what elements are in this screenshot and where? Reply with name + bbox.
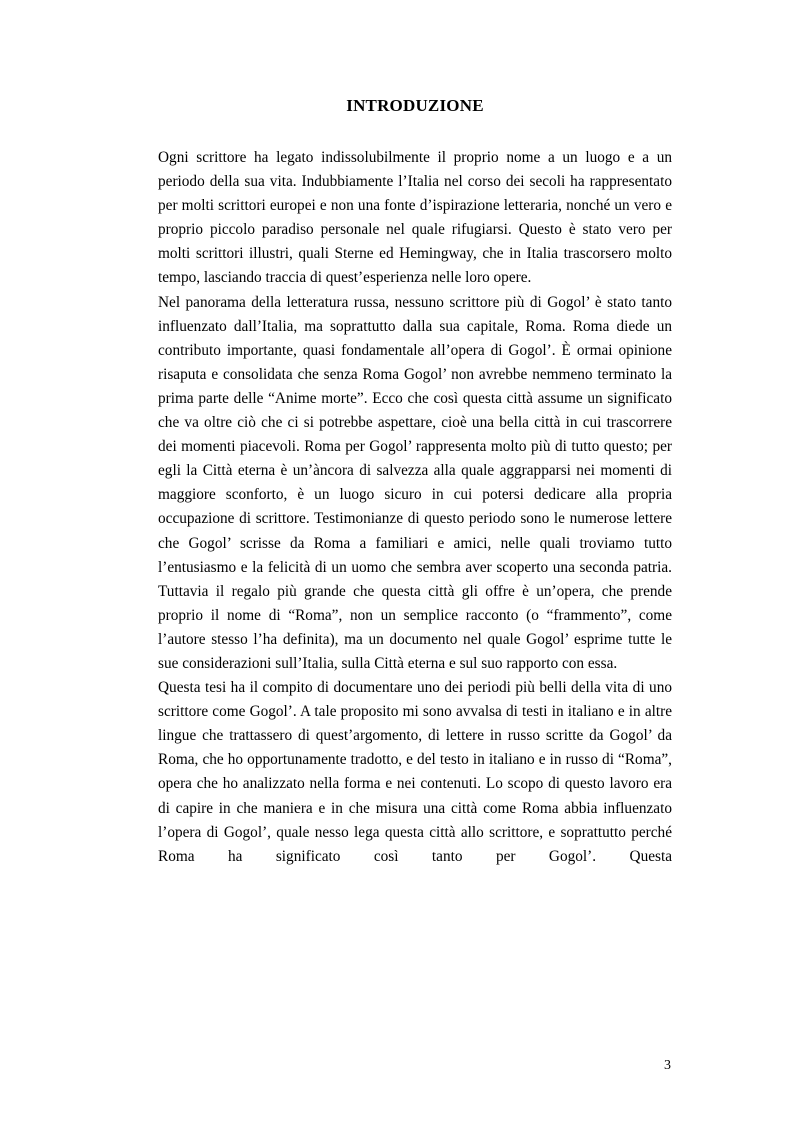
chapter-title: INTRODUZIONE — [346, 96, 484, 115]
body-text — [158, 146, 672, 869]
paragraph: Ogni scrittore ha legato indissolubilmente il proprio nome a un luogo e a un periodo della sua vita. Indubbiamente l’Italia nel corso dei secoli ha rappresentato per molti scrittori europei e non una fonte d’ispirazione letteraria, nonché un vero e proprio piccolo paradiso personale nel quale rifugiarsi. Questo è stato vero per molti scrittori illustri, quali Sterne ed Hemingway, che in Italia trascorsero molto tempo, lasciando traccia di quest’esperienza nelle loro opere. — [158, 149, 672, 287]
paragraph: Nel panorama della letteratura russa, nessuno scrittore più di Gogol’ è stato tanto influenzato dall’Italia, ma soprattutto dalla sua capitale, Roma. Roma diede un contributo importante, quasi fondamentale all’opera di Gogol’. È ormai opinione risaputa e consolidata che senza Roma Gogol’ non avrebbe nemmeno terminato la prima parte delle “Anime morte”. Ecco che così questa città assume un significato che va oltre ciò che ci si potrebbe aspettare, cioè una bella città in cui trascorrere dei momenti piacevoli. Roma per Gogol’ rappresenta molto più di tutto questo; per egli la Città eterna è un’àncora di salvezza alla quale aggrapparsi nei momenti di maggiore sconforto, è un luogo sicuro in cui potersi dedicare alla propria occupazione di scrittore. Testimonianze di questo periodo sono le numerose lettere che Gogol’ scrisse da Roma a familiari e amici, nelle quali troviamo tutto l’entusiasmo e la felicità di un uomo che sembra aver scoperto una seconda patria. Tuttavia il regalo più grande che questa città gli offre è un’opera, che prende proprio il nome di “Roma”, non un semplice racconto (o “frammento”, come l’autore stesso l’ha definita), ma un documento nel quale Gogol’ esprime tutte le sue considerazioni sull’Italia, sulla Città eterna e sul suo rapporto con essa. — [158, 293, 672, 672]
page-number: 3 — [664, 1058, 671, 1073]
paragraph: Questa tesi ha il compito di documentare uno dei periodi più belli della vita di uno scrittore come Gogol’. A tale proposito mi sono avvalsa di testi in italiano e in altre lingue che trattassero di quest’argomento, di lettere in russo scritte da Gogol’ da Roma, che ho opportunamente tradotto, e del testo in italiano e in russo di “Roma”, opera che ho analizzato nella forma e nei contenuti. Lo scopo di questo lavoro era di capire in che maniera e in che misura una città come Roma abbia influenzato l’opera di Gogol’, quale nesso lega questa città allo scrittore, e soprattutto perché Roma ha significato così tanto per Gogol’. Questa — [158, 679, 672, 865]
